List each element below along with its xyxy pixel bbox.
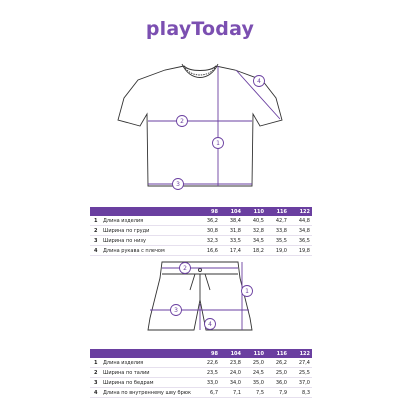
size-header: 122	[299, 208, 310, 215]
table-cell: 35,5	[275, 237, 287, 244]
tshirt-table-header	[90, 207, 312, 216]
tshirt-size-table	[90, 207, 312, 256]
brand-logo: playToday	[145, 18, 255, 40]
table-cell: 33,0	[206, 379, 218, 386]
table-cell: 38,4	[229, 217, 241, 224]
row-label: Ширина по низу	[103, 237, 146, 244]
row-label: Ширина по бедрам	[103, 379, 154, 386]
table-cell: 32,8	[252, 227, 264, 234]
table-cell: 40,5	[252, 217, 264, 224]
table-cell: 8,3	[302, 389, 310, 396]
shorts-callout-3: 3	[174, 307, 178, 314]
row-number: 2	[94, 369, 98, 376]
table-cell: 25,5	[298, 369, 310, 376]
table-cell: 42,7	[275, 217, 287, 224]
table-cell: 34,5	[252, 237, 264, 244]
table-row	[90, 226, 312, 236]
shorts-callout-1: 1	[245, 288, 249, 295]
table-cell: 31,8	[229, 227, 241, 234]
table-cell: 36,5	[298, 237, 310, 244]
row-number: 3	[94, 379, 98, 386]
table-cell: 33,8	[275, 227, 287, 234]
row-label: Длина по внутреннему шву брюк	[103, 389, 192, 396]
table-cell: 19,0	[275, 247, 287, 254]
row-label: Ширина по груди	[103, 227, 150, 234]
shorts-callout-2: 2	[183, 265, 187, 272]
row-number: 1	[94, 359, 98, 366]
size-header: 104	[230, 350, 241, 357]
row-number: 4	[94, 247, 98, 254]
table-cell: 30,8	[206, 227, 218, 234]
table-cell: 19,8	[298, 247, 310, 254]
table-cell: 34,0	[229, 379, 241, 386]
row-label: Длина изделия	[103, 359, 144, 366]
table-cell: 7,1	[233, 389, 241, 396]
table-cell: 7,9	[279, 389, 287, 396]
table-cell: 34,8	[298, 227, 310, 234]
table-cell: 17,4	[229, 247, 241, 254]
row-label: Ширина по талии	[103, 369, 150, 376]
table-row	[90, 388, 312, 398]
table-row	[90, 216, 312, 226]
table-cell: 6,7	[210, 389, 218, 396]
table-cell: 23,5	[206, 369, 218, 376]
size-header: 98	[211, 208, 218, 215]
row-label: Длина изделия	[103, 217, 144, 224]
table-row	[90, 246, 312, 256]
size-header: 122	[299, 350, 310, 357]
table-cell: 32,3	[206, 237, 218, 244]
row-number: 3	[94, 237, 98, 244]
table-row	[90, 358, 312, 368]
table-cell: 24,0	[229, 369, 241, 376]
size-header: 110	[253, 208, 264, 215]
table-cell: 24,5	[252, 369, 264, 376]
table-cell: 7,5	[256, 389, 264, 396]
table-cell: 36,2	[206, 217, 218, 224]
table-cell: 25,0	[275, 369, 287, 376]
row-number: 4	[94, 389, 98, 396]
table-cell: 44,8	[298, 217, 310, 224]
size-header: 110	[253, 350, 264, 357]
row-number: 1	[94, 217, 98, 224]
tshirt-callout-2: 2	[180, 118, 184, 125]
size-header: 104	[230, 208, 241, 215]
table-cell: 35,0	[252, 379, 264, 386]
shorts-table-header	[90, 349, 312, 358]
table-cell: 18,2	[252, 247, 264, 254]
table-cell: 25,0	[252, 359, 264, 366]
shorts-callout-4: 4	[208, 321, 212, 328]
table-cell: 22,6	[206, 359, 218, 366]
shorts-size-table	[90, 349, 312, 398]
table-row	[90, 368, 312, 378]
table-cell: 27,4	[298, 359, 310, 366]
table-cell: 16,6	[206, 247, 218, 254]
table-cell: 36,0	[275, 379, 287, 386]
table-cell: 37,0	[298, 379, 310, 386]
row-number: 2	[94, 227, 98, 234]
size-header: 116	[276, 350, 287, 357]
size-header: 116	[276, 208, 287, 215]
row-label: Длина рукава с плечом	[103, 247, 165, 254]
tshirt-callout-1: 1	[216, 140, 220, 147]
table-cell: 26,2	[275, 359, 287, 366]
tshirt-callout-3: 3	[176, 181, 180, 188]
table-cell: 23,8	[229, 359, 241, 366]
size-header: 98	[211, 350, 218, 357]
tshirt-callout-4: 4	[257, 78, 261, 85]
table-cell: 33,5	[229, 237, 241, 244]
table-row	[90, 378, 312, 388]
table-row	[90, 236, 312, 246]
